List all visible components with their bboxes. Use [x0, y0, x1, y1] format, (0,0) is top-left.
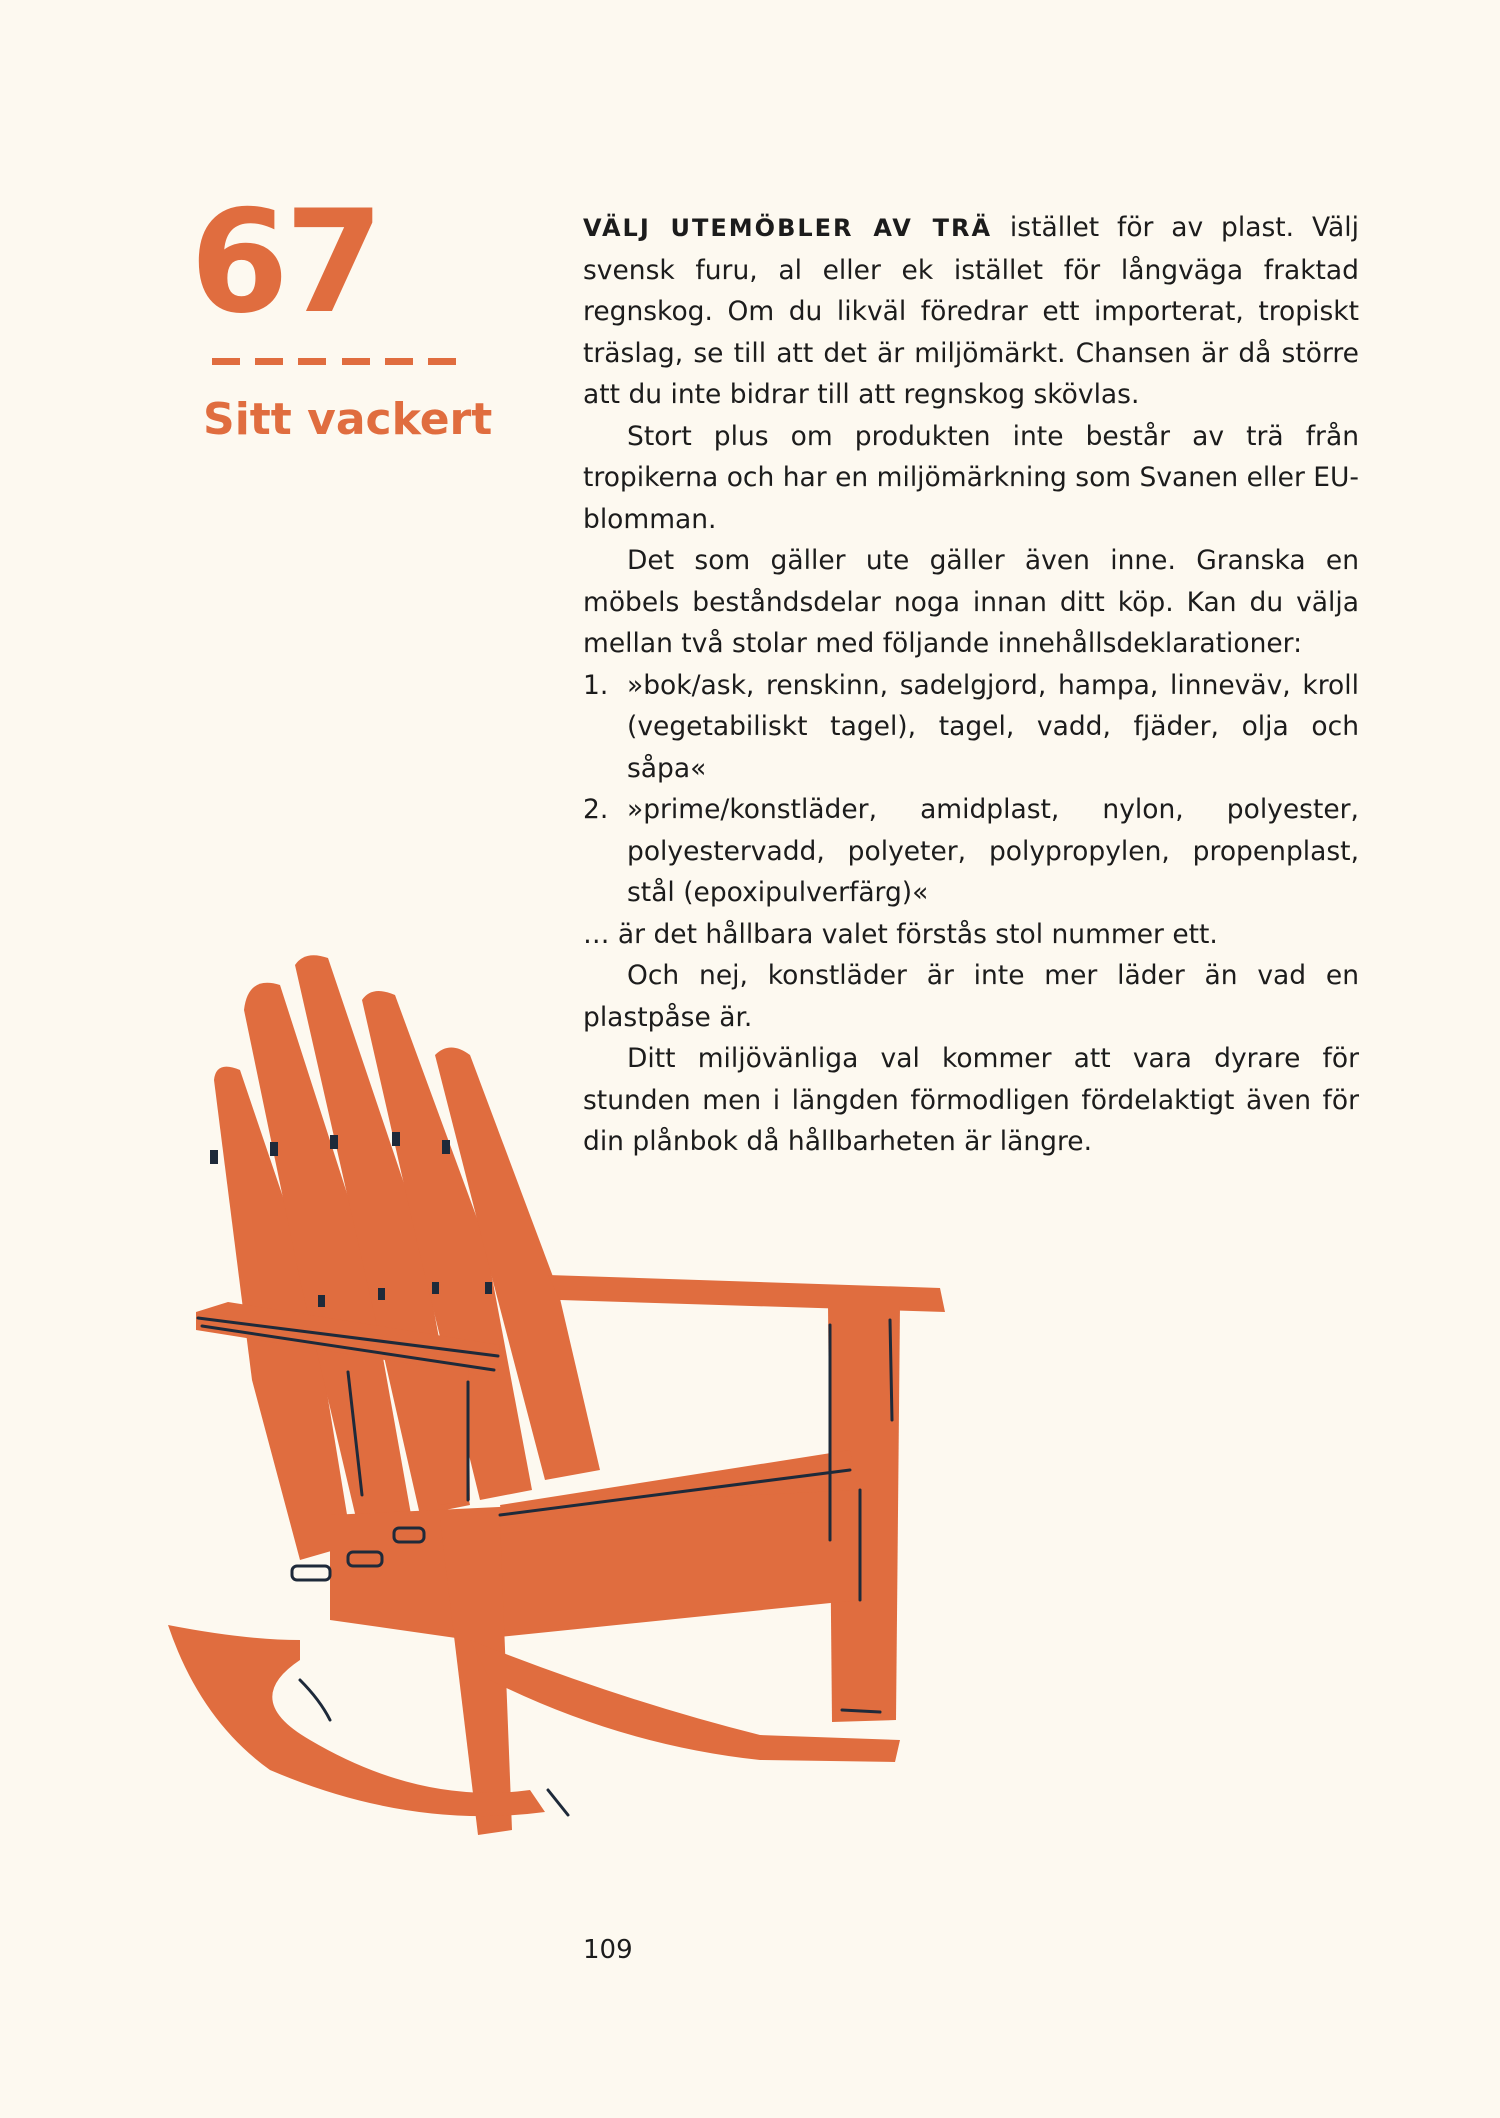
paragraph-3: Det som gäller ute gäller även inne. Granska en möbels beståndsdelar noga innan ditt köp. Kan du välja mellan två stolar med följande innehållsdeklarationer: — [583, 545, 1359, 659]
chapter-title: Sitt vackert — [203, 394, 493, 445]
paragraph-1-text: istället för av plast. Välj svensk furu, al eller ek istället för långväga fraktad regnskog. Om du likväl föredrar ett importerat, tropiskt träslag, se till att det är miljömärkt. Chansen är då större att du inte bidrar till att regnskog skövlas. — [583, 212, 1359, 410]
paragraph-5: Och nej, konstläder är inte mer läder än vad en plastpåse är. — [583, 960, 1359, 1033]
page-number: 109 — [583, 1935, 633, 1965]
paragraph-6: Ditt miljövänliga val kommer att vara dyrare för stunden men i längden förmodligen fördelaktigt även för din plånbok då hållbarheten är längre. — [583, 1043, 1359, 1157]
paragraph-2: Stort plus om produkten inte består av trä från tropikerna och har en miljömärkning som Svanen eller EU-blomman. — [583, 420, 1359, 535]
paragraph-4: … är det hållbara valet förstås stol nummer ett. — [583, 918, 1218, 950]
list-item-text: »prime/konstläder, amidplast, nylon, polyester, polyestervadd, polyeter, polypropylen, propenplast, stål (epoxipulverfärg)« — [627, 794, 1359, 908]
lead-in: VÄLJ UTEMÖBLER AV TRÄ — [583, 214, 993, 242]
list-item-text: »bok/ask, renskinn, sadelgjord, hampa, linneväv, kroll (vegetabiliskt tagel), tagel, vadd, fjäder, olja och såpa« — [627, 669, 1359, 784]
chair-body — [168, 955, 945, 1835]
chapter-number: 67 — [190, 180, 380, 345]
list-marker: 1. — [583, 669, 609, 701]
list-marker: 2. — [583, 794, 609, 825]
